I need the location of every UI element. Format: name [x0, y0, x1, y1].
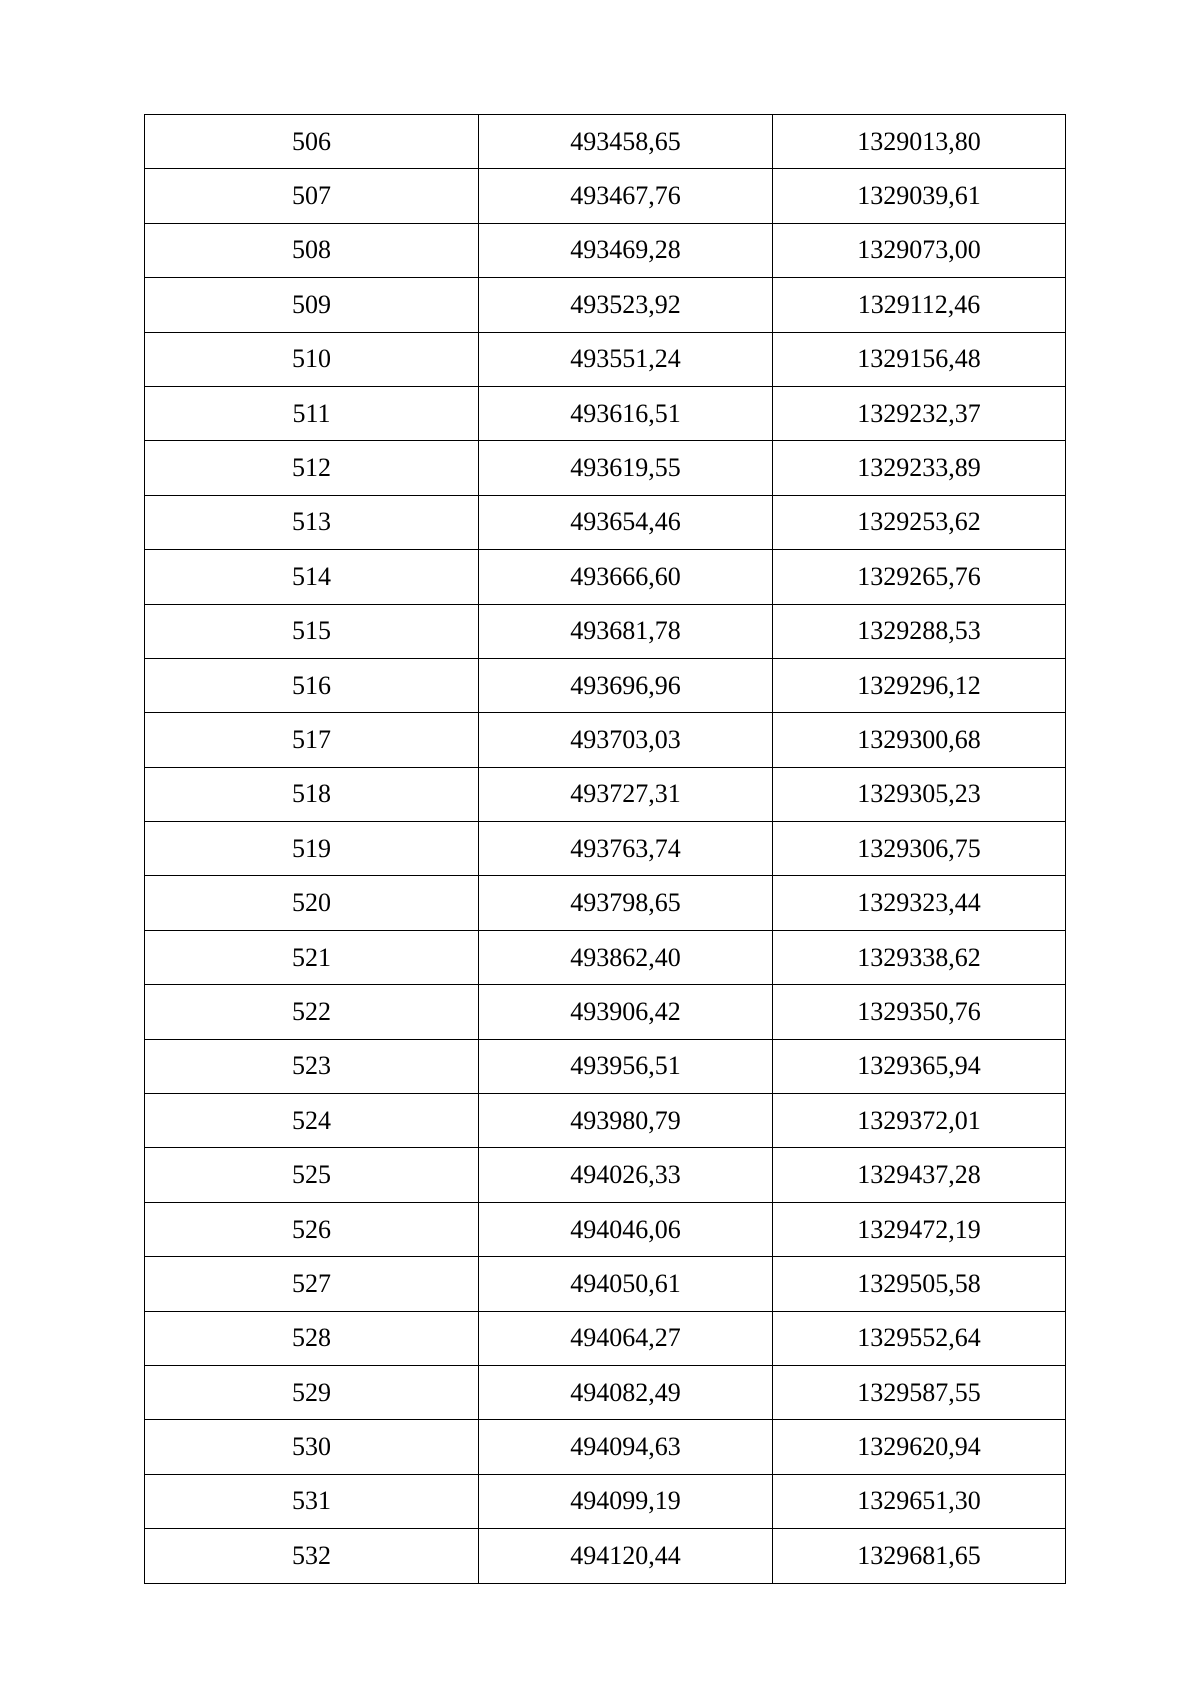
- point-number-cell: 507: [145, 169, 479, 223]
- x-coordinate-cell: 493727,31: [479, 767, 773, 821]
- x-coordinate-cell: 493763,74: [479, 822, 773, 876]
- y-coordinate-cell: 1329265,76: [773, 550, 1066, 604]
- point-number-cell: 510: [145, 332, 479, 386]
- y-coordinate-cell: 1329073,00: [773, 223, 1066, 277]
- x-coordinate-cell: 493467,76: [479, 169, 773, 223]
- table-row: [145, 1420, 1066, 1474]
- y-coordinate-cell: 1329338,62: [773, 930, 1066, 984]
- y-coordinate-cell: 1329472,19: [773, 1202, 1066, 1256]
- table-row: [145, 930, 1066, 984]
- table-row: [145, 604, 1066, 658]
- x-coordinate-cell: 494046,06: [479, 1202, 773, 1256]
- point-number-cell: 530: [145, 1420, 479, 1474]
- coordinates-table-body: [145, 115, 1066, 1584]
- point-number-cell: 520: [145, 876, 479, 930]
- x-coordinate-cell: 493681,78: [479, 604, 773, 658]
- y-coordinate-cell: 1329681,65: [773, 1529, 1066, 1583]
- point-number-cell: 528: [145, 1311, 479, 1365]
- y-coordinate-cell: 1329156,48: [773, 332, 1066, 386]
- x-coordinate-cell: 494064,27: [479, 1311, 773, 1365]
- table-row: [145, 169, 1066, 223]
- table-row: [145, 386, 1066, 440]
- y-coordinate-cell: 1329306,75: [773, 822, 1066, 876]
- point-number-cell: 509: [145, 278, 479, 332]
- x-coordinate-cell: 494050,61: [479, 1257, 773, 1311]
- coordinates-table: [144, 114, 1066, 1584]
- point-number-cell: 521: [145, 930, 479, 984]
- x-coordinate-cell: 493458,65: [479, 115, 773, 169]
- table-row: [145, 1202, 1066, 1256]
- table-row: [145, 985, 1066, 1039]
- point-number-cell: 525: [145, 1148, 479, 1202]
- x-coordinate-cell: 493980,79: [479, 1094, 773, 1148]
- x-coordinate-cell: 493956,51: [479, 1039, 773, 1093]
- table-row: [145, 1039, 1066, 1093]
- point-number-cell: 532: [145, 1529, 479, 1583]
- point-number-cell: 519: [145, 822, 479, 876]
- y-coordinate-cell: 1329232,37: [773, 386, 1066, 440]
- table-row: [145, 767, 1066, 821]
- table-row: [145, 822, 1066, 876]
- point-number-cell: 522: [145, 985, 479, 1039]
- x-coordinate-cell: 493906,42: [479, 985, 773, 1039]
- table-row: [145, 495, 1066, 549]
- y-coordinate-cell: 1329039,61: [773, 169, 1066, 223]
- x-coordinate-cell: 493862,40: [479, 930, 773, 984]
- y-coordinate-cell: 1329620,94: [773, 1420, 1066, 1474]
- x-coordinate-cell: 493523,92: [479, 278, 773, 332]
- y-coordinate-cell: 1329300,68: [773, 713, 1066, 767]
- table-row: [145, 1094, 1066, 1148]
- x-coordinate-cell: 494120,44: [479, 1529, 773, 1583]
- point-number-cell: 515: [145, 604, 479, 658]
- y-coordinate-cell: 1329305,23: [773, 767, 1066, 821]
- point-number-cell: 513: [145, 495, 479, 549]
- y-coordinate-cell: 1329505,58: [773, 1257, 1066, 1311]
- x-coordinate-cell: 493696,96: [479, 658, 773, 712]
- y-coordinate-cell: 1329323,44: [773, 876, 1066, 930]
- table-row: [145, 658, 1066, 712]
- x-coordinate-cell: 494094,63: [479, 1420, 773, 1474]
- table-row: [145, 1529, 1066, 1583]
- y-coordinate-cell: 1329013,80: [773, 115, 1066, 169]
- x-coordinate-cell: 493666,60: [479, 550, 773, 604]
- table-row: [145, 1365, 1066, 1419]
- table-row: [145, 713, 1066, 767]
- y-coordinate-cell: 1329437,28: [773, 1148, 1066, 1202]
- table-row: [145, 876, 1066, 930]
- table-row: [145, 115, 1066, 169]
- point-number-cell: 512: [145, 441, 479, 495]
- y-coordinate-cell: 1329552,64: [773, 1311, 1066, 1365]
- table-row: [145, 1148, 1066, 1202]
- y-coordinate-cell: 1329253,62: [773, 495, 1066, 549]
- table-row: [145, 441, 1066, 495]
- x-coordinate-cell: 493616,51: [479, 386, 773, 440]
- y-coordinate-cell: 1329587,55: [773, 1365, 1066, 1419]
- point-number-cell: 531: [145, 1474, 479, 1528]
- point-number-cell: 524: [145, 1094, 479, 1148]
- x-coordinate-cell: 493619,55: [479, 441, 773, 495]
- table-row: [145, 1474, 1066, 1528]
- y-coordinate-cell: 1329288,53: [773, 604, 1066, 658]
- y-coordinate-cell: 1329350,76: [773, 985, 1066, 1039]
- table-row: [145, 550, 1066, 604]
- table-row: [145, 278, 1066, 332]
- x-coordinate-cell: 493469,28: [479, 223, 773, 277]
- point-number-cell: 518: [145, 767, 479, 821]
- x-coordinate-cell: 493798,65: [479, 876, 773, 930]
- point-number-cell: 526: [145, 1202, 479, 1256]
- y-coordinate-cell: 1329365,94: [773, 1039, 1066, 1093]
- point-number-cell: 517: [145, 713, 479, 767]
- table-row: [145, 1257, 1066, 1311]
- x-coordinate-cell: 493551,24: [479, 332, 773, 386]
- x-coordinate-cell: 494026,33: [479, 1148, 773, 1202]
- point-number-cell: 508: [145, 223, 479, 277]
- y-coordinate-cell: 1329651,30: [773, 1474, 1066, 1528]
- y-coordinate-cell: 1329233,89: [773, 441, 1066, 495]
- y-coordinate-cell: 1329112,46: [773, 278, 1066, 332]
- table-row: [145, 223, 1066, 277]
- table-row: [145, 1311, 1066, 1365]
- point-number-cell: 511: [145, 386, 479, 440]
- x-coordinate-cell: 493654,46: [479, 495, 773, 549]
- point-number-cell: 516: [145, 658, 479, 712]
- point-number-cell: 527: [145, 1257, 479, 1311]
- point-number-cell: 506: [145, 115, 479, 169]
- x-coordinate-cell: 493703,03: [479, 713, 773, 767]
- table-row: [145, 332, 1066, 386]
- point-number-cell: 529: [145, 1365, 479, 1419]
- y-coordinate-cell: 1329372,01: [773, 1094, 1066, 1148]
- x-coordinate-cell: 494082,49: [479, 1365, 773, 1419]
- y-coordinate-cell: 1329296,12: [773, 658, 1066, 712]
- point-number-cell: 523: [145, 1039, 479, 1093]
- point-number-cell: 514: [145, 550, 479, 604]
- x-coordinate-cell: 494099,19: [479, 1474, 773, 1528]
